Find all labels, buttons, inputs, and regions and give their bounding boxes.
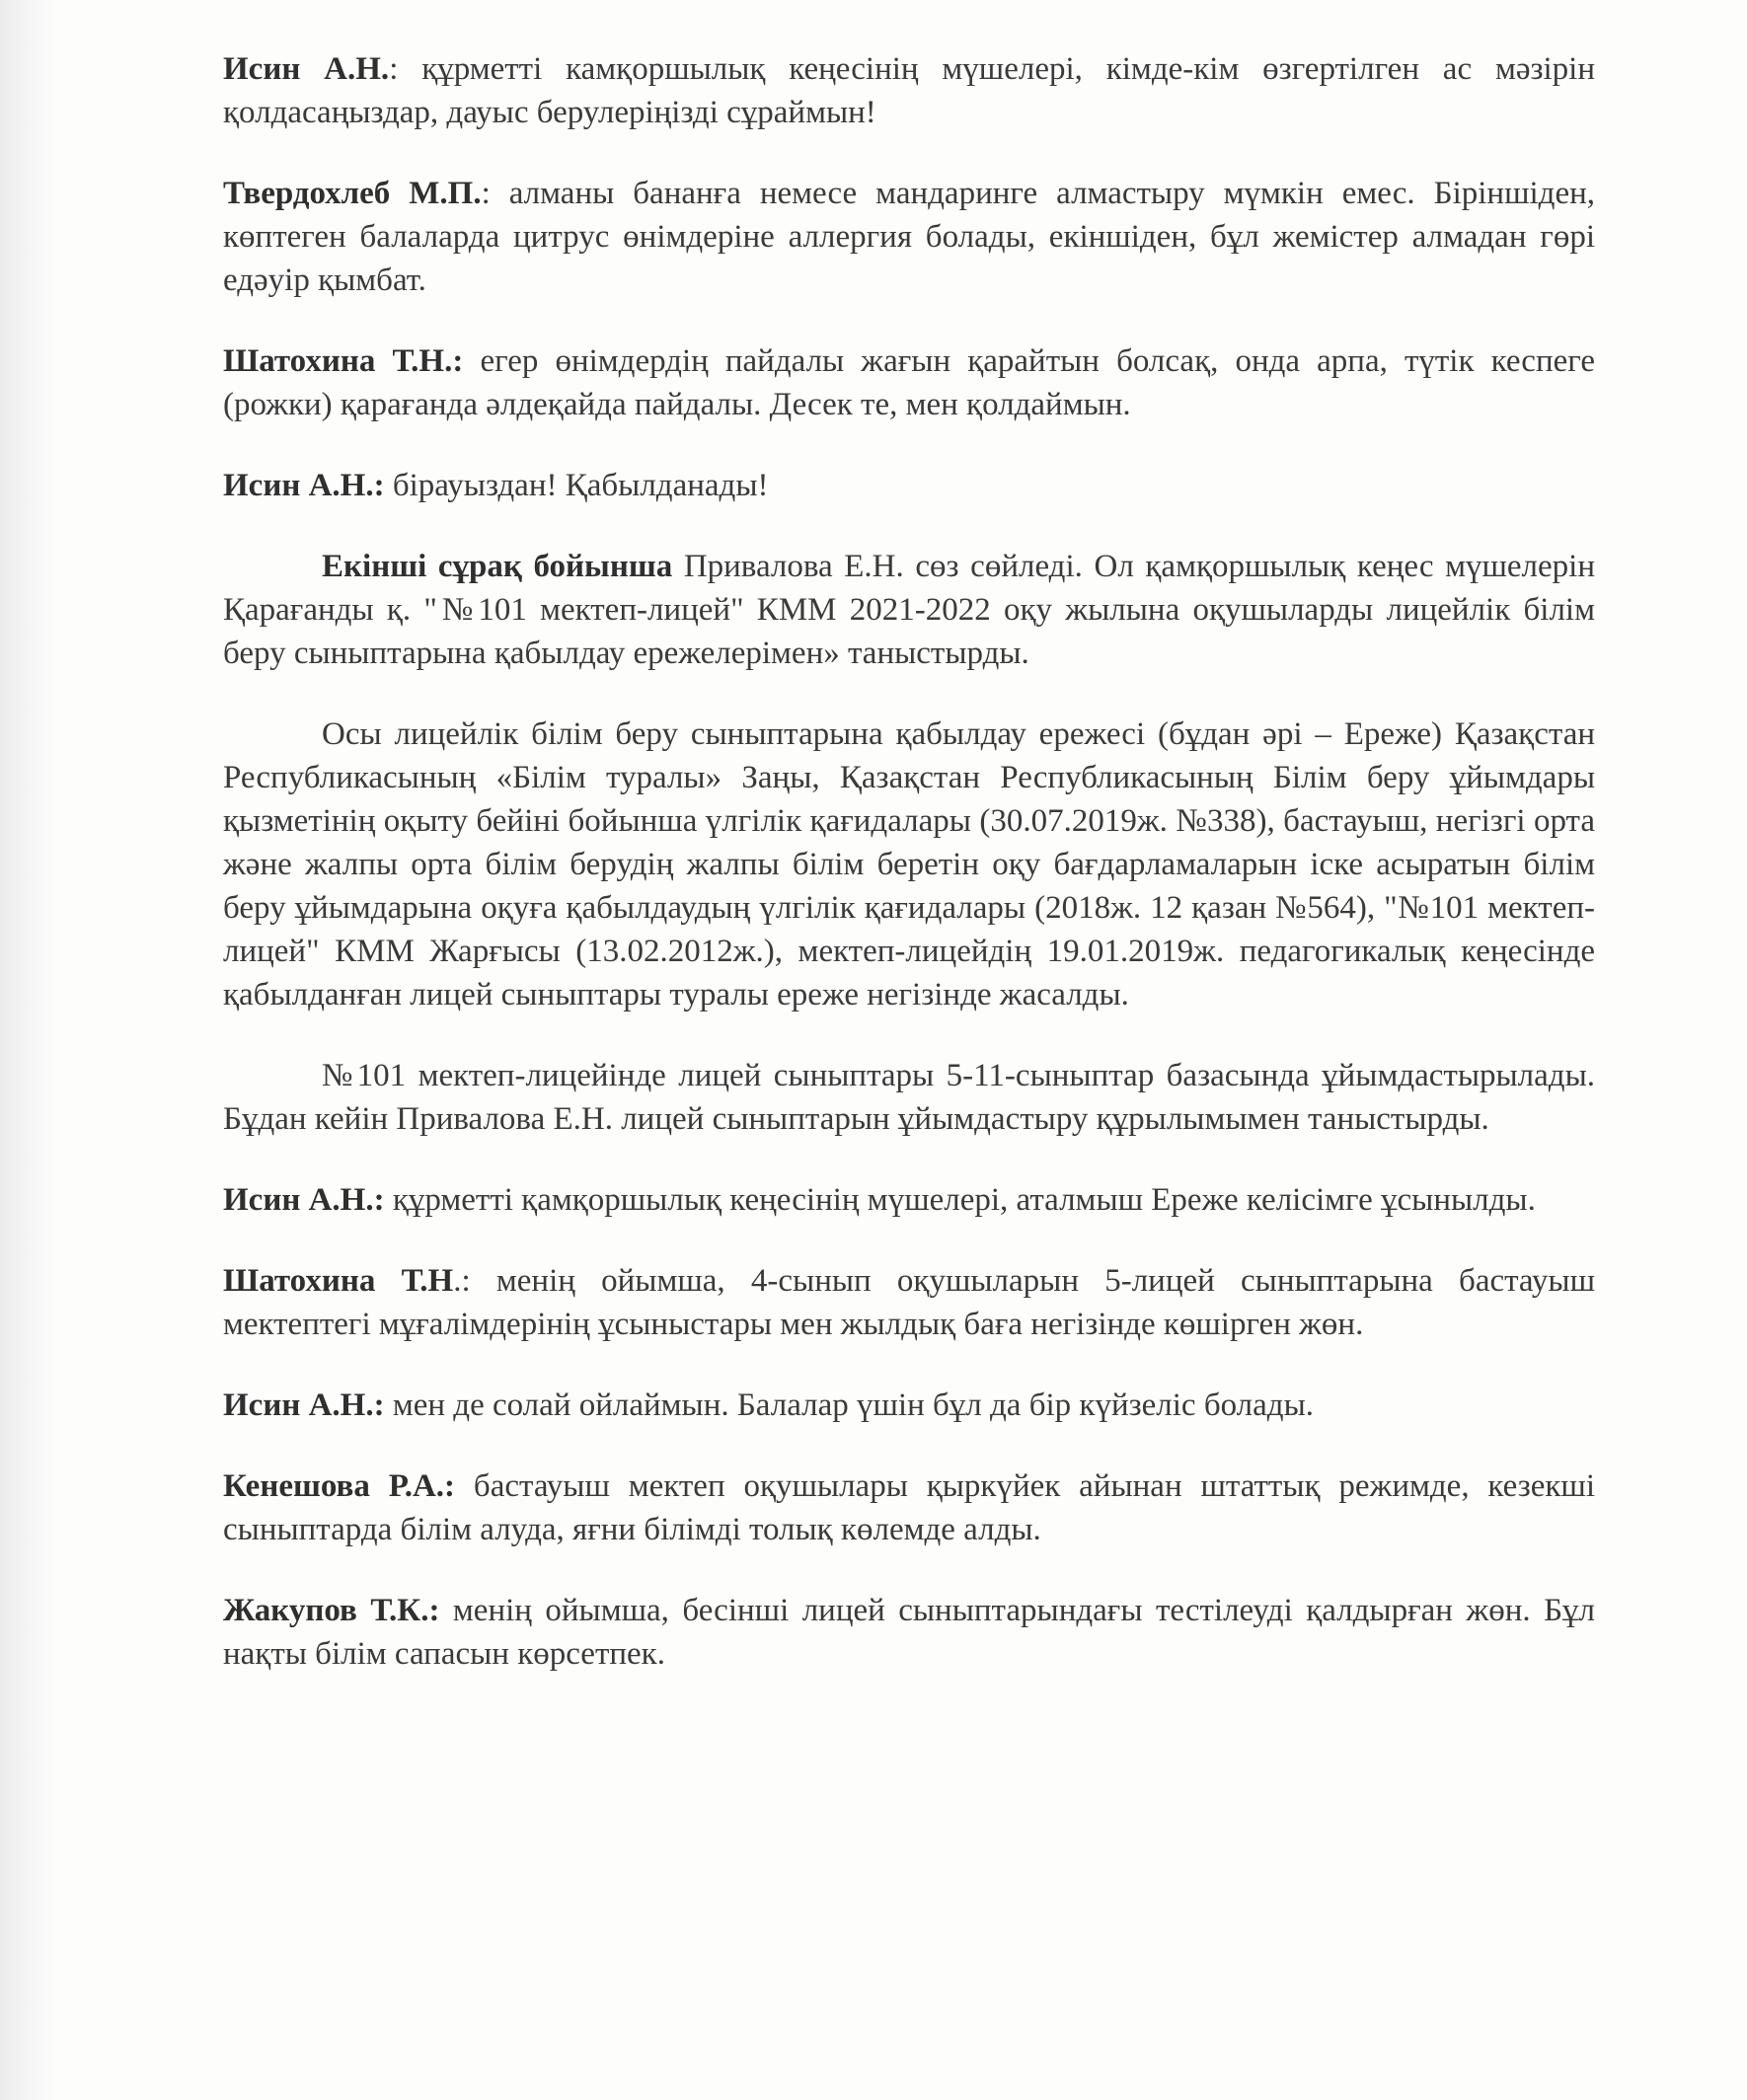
agenda-item-heading: Екінші сұрақ бойынша — [322, 549, 673, 584]
paragraph-text: құрметті қамқоршылық кеңесінің мүшелері, аталмыш Ереже келісімге ұсынылды. — [384, 1182, 1536, 1218]
paragraph-text: Осы лицейлік білім беру сыныптарына қабылдау ережесі (бұдан әрі – Ереже) Қазақстан Республикасының «Білім туралы» Заңы, Қазақстан Республикасының Білім беру ұйымдары қызметінің оқыту бейіні бойынша үлгілік қағидалары (30.07.2019ж. №338), бастауыш, негізгі орта және жалпы орта білім берудің жалпы білім беретін оқу бағдарламаларын іске асыратын білім беру ұйымдарына оқуға қабылдаудың үлгілік қағидалары (2018ж. 12 қазан №564), "№101 мектеп-лицей" КММ Жарғысы (13.02.2012ж.), мектеп-лицейдің 19.01.2019ж. педагогикалық кеңесінде қабылданған лицей сыныптары туралы ереже негізінде жасалды. — [223, 716, 1595, 1012]
paragraph-5 — [223, 545, 1595, 675]
speaker-name: Жакупов Т.К.: — [223, 1593, 440, 1628]
speaker-name: Твердохлеб М.П. — [223, 176, 482, 211]
paragraph-9 — [223, 1259, 1595, 1346]
paragraph-1 — [223, 47, 1595, 134]
scan-shadow-edge — [0, 0, 59, 2100]
paragraph-text: №101 мектеп-лицейінде лицей сыныптары 5-11-сыныптар базасында ұйымдастырылады. Бұдан кейін Привалова Е.Н. лицей сыныптарын ұйымдастыру құрылымымен таныстырды. — [223, 1058, 1595, 1137]
paragraph-text: егер өнімдердің пайдалы жағын қарайтын болсақ, онда арпа, түтік кеспеге (рожки) қарағанда әлдеқайда пайдалы. Десек те, мен қолдаймын. — [223, 343, 1595, 422]
paragraph-text: : құрметті камқоршылық кеңесінің мүшелері, кімде-кім өзгертілген ас мәзірін қолдасаңыздар, дауыс берулеріңізді сұраймын! — [223, 51, 1596, 130]
speaker-name: Шатохина Т.Н — [223, 1263, 454, 1299]
speaker-name: Исин А.Н. — [223, 51, 390, 87]
document-body — [223, 47, 1595, 1713]
paragraph-text: .: менің ойымша, 4-сынып оқушыларын 5-лицей сыныптарына бастауыш мектептегі мұғалімдерінің ұсыныстары мен жылдық баға негізінде көшірген жөн. — [223, 1263, 1595, 1342]
paragraph-text: бірауыздан! Қабылданады! — [384, 468, 769, 503]
paragraph-7 — [223, 1054, 1595, 1141]
speaker-name: Исин А.Н.: — [223, 468, 385, 503]
paragraph-8 — [223, 1178, 1595, 1222]
paragraph-4 — [223, 464, 1595, 507]
speaker-name: Исин А.Н.: — [223, 1182, 385, 1218]
paragraph-text: Привалова Е.Н. сөз сөйледі. Ол қамқоршылық кеңес мүшелерін Қарағанды қ. "№101 мектеп-лицей" КММ 2021-2022 оқу жылына оқушыларды лицейлік білім беру сыныптарына қабылдау ережелерімен» таныстырды. — [223, 549, 1595, 671]
paragraph-text: мен де солай ойлаймын. Балалар үшін бұл да бір күйзеліс болады. — [384, 1388, 1314, 1423]
paragraph-11 — [223, 1464, 1595, 1551]
speaker-name: Кенешова Р.А.: — [223, 1468, 456, 1504]
paragraph-12 — [223, 1589, 1595, 1676]
paragraph-text: менің ойымша, бесінші лицей сыныптарындағы тестілеуді қалдырған жөн. Бұл нақты білім сапасын көрсетпек. — [223, 1593, 1595, 1672]
paragraph-3 — [223, 339, 1595, 426]
paragraph-text: : алманы бананға немесе мандаринге алмастыру мүмкін емес. Біріншіден, көптеген балаларда цитрус өнімдеріне аллергия болады, екіншіден, бұл жемістер алмадан гөрі едәуір қымбат. — [223, 176, 1595, 298]
paragraph-6 — [223, 712, 1595, 1016]
speaker-name: Исин А.Н.: — [223, 1388, 385, 1423]
paragraph-2 — [223, 172, 1595, 302]
paragraph-text: бастауыш мектеп оқушылары қыркүйек айынан штаттық режимде, кезекші сыныптарда білім алуда, яғни білімді толық көлемде алды. — [223, 1468, 1595, 1547]
speaker-name: Шатохина Т.Н.: — [223, 343, 464, 379]
paragraph-10 — [223, 1384, 1595, 1427]
